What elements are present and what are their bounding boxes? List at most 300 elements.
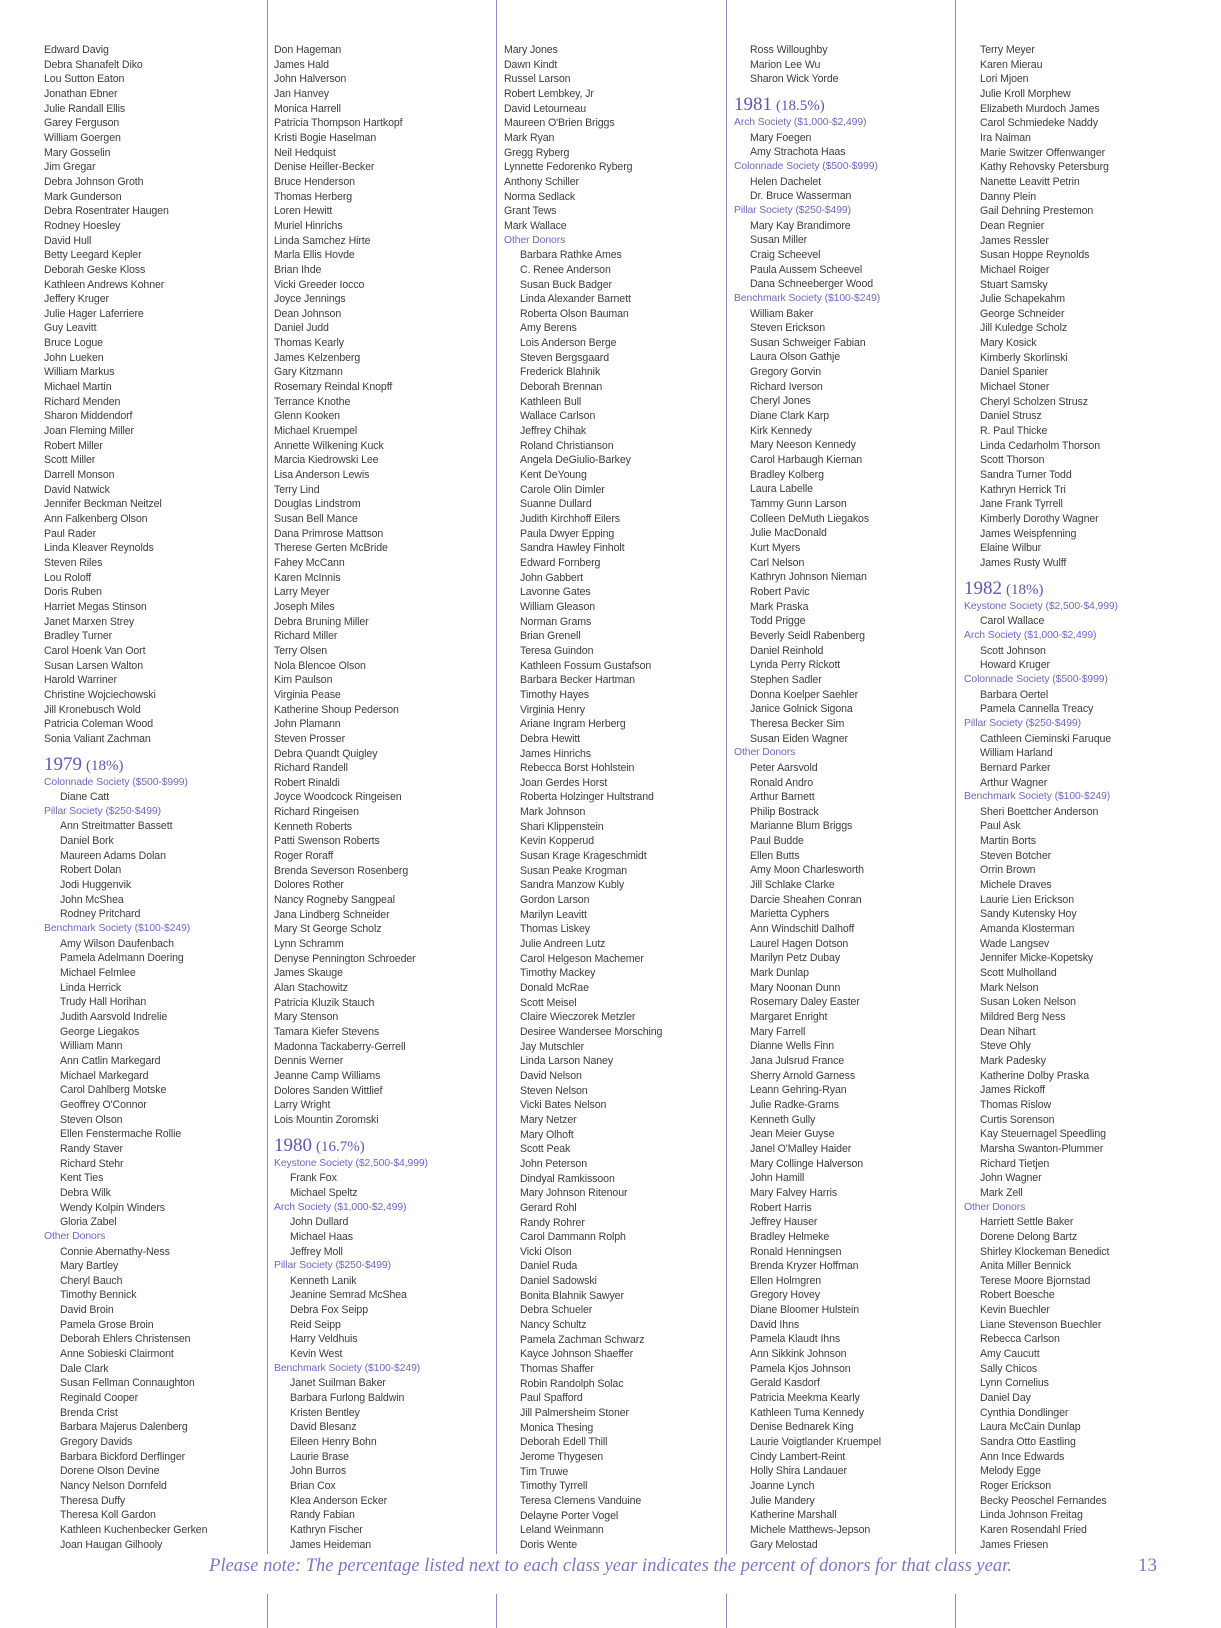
donor-name: Kimberly Skorlinski xyxy=(980,351,1068,364)
donor-name: Joyce Woodcock Ringeisen xyxy=(274,791,402,804)
donor-name: Darcie Sheahen Conran xyxy=(750,893,862,906)
donor-name: Suanne Dullard xyxy=(520,498,592,511)
donor-name: Susan Miller xyxy=(750,234,808,247)
donor-name: Lavonne Gates xyxy=(520,586,591,599)
donor-name: Susan Buck Badger xyxy=(520,278,612,291)
donor-name: Norman Grams xyxy=(520,615,592,628)
donor-name: Virginia Pease xyxy=(274,688,341,701)
donor-name: Nanette Leavitt Petrin xyxy=(980,175,1080,188)
donor-name: Lynnette Fedorenko Ryberg xyxy=(504,161,633,174)
donor-name: Kathryn Fischer xyxy=(290,1523,363,1536)
donor-name: Jill Schlake Clarke xyxy=(750,879,835,892)
donor-name: John Wagner xyxy=(980,1172,1042,1185)
donor-name: Liane Stevenson Buechler xyxy=(980,1318,1102,1331)
donor-name: Judith Aarsvold Indrelie xyxy=(60,1011,168,1023)
donor-name: Richard Stehr xyxy=(60,1157,124,1170)
donor-name: John Halverson xyxy=(274,73,347,86)
donor-name: Garey Ferguson xyxy=(44,117,120,130)
donor-name: Theresa Becker Sim xyxy=(750,717,845,730)
donor-percentage: (16.7%) xyxy=(316,1138,365,1155)
donor-name: Monica Harrell xyxy=(274,102,341,115)
donor-name: Scott Thorson xyxy=(980,454,1045,467)
donor-name: Bradley Turner xyxy=(44,630,113,643)
donor-name: Julie Andreen Lutz xyxy=(520,938,606,951)
donor-name: Martin Borts xyxy=(980,835,1036,848)
donor-name: Katherine Marshall xyxy=(750,1509,837,1522)
donor-name: James Skauge xyxy=(274,967,343,980)
donor-name: Daniel Day xyxy=(980,1392,1031,1405)
donor-name: Donald McRae xyxy=(520,982,589,994)
donor-name: Nancy Schultz xyxy=(520,1319,587,1332)
donor-name: James Friesen xyxy=(980,1538,1049,1551)
donor-name: Bonita Blahnik Sawyer xyxy=(520,1289,624,1302)
donor-name: Scott Johnson xyxy=(980,644,1046,657)
donor-name: Daniel Bork xyxy=(60,835,114,848)
donor-name: Debra Bruning Miller xyxy=(274,615,369,628)
donor-name: Steven Riles xyxy=(44,556,103,569)
donor-name: Helen Dachelet xyxy=(750,175,822,188)
donor-name: Linda Alexander Barnett xyxy=(520,293,631,306)
donor-name: Michael Markegard xyxy=(60,1069,149,1082)
donor-name: Lori Mjoen xyxy=(980,73,1029,86)
giving-society-heading: Pillar Society ($250-$499) xyxy=(734,204,851,216)
donor-name: Teresa Clemens Vanduine xyxy=(520,1494,642,1507)
donor-name: Susan Larsen Walton xyxy=(44,659,143,672)
donor-name: Brian Grenell xyxy=(520,630,581,643)
donor-name: Roger Erickson xyxy=(980,1480,1052,1492)
giving-society-heading: Arch Society ($1,000-$2,499) xyxy=(964,629,1097,641)
donor-name: Gary Melostad xyxy=(750,1538,818,1551)
giving-society-heading: Keystone Society ($2,500-$4,999) xyxy=(964,600,1118,612)
donor-name: Janice Golnick Sigona xyxy=(750,703,853,716)
donor-name: Loren Hewitt xyxy=(274,205,333,218)
donor-name: Michael Haas xyxy=(290,1230,353,1243)
donor-name: Mary Farrell xyxy=(750,1025,806,1038)
donor-name: Kathleen Kuchenbecker Gerken xyxy=(60,1523,208,1536)
donor-name: Reginald Cooper xyxy=(60,1392,139,1405)
donor-name: Carol Dahlberg Motske xyxy=(60,1084,167,1097)
donor-name: Gregory Hovey xyxy=(750,1289,820,1302)
column-divider xyxy=(267,0,268,1554)
donor-name: John Burros xyxy=(290,1465,347,1478)
donor-name: William Baker xyxy=(750,307,814,320)
donor-name: Harriett Settle Baker xyxy=(980,1216,1074,1229)
donor-name: David Broin xyxy=(60,1304,114,1317)
donor-name: Janel O'Malley Haider xyxy=(750,1142,852,1155)
donor-name: Linda Larson Naney xyxy=(520,1055,614,1068)
class-year: 1979 xyxy=(44,753,82,775)
donor-name: Amy Wilson Daufenbach xyxy=(60,937,174,950)
donor-name: Brenda Crist xyxy=(60,1406,118,1419)
donor-name: Susan Schweiger Fabian xyxy=(750,336,866,349)
donor-name: Mark Wallace xyxy=(504,219,567,232)
donor-name: Howard Kruger xyxy=(980,659,1050,672)
donor-name: Douglas Lindstrom xyxy=(274,498,361,511)
donor-name: Marilyn Leavitt xyxy=(520,908,587,921)
giving-society-heading: Keystone Society ($2,500-$4,999) xyxy=(274,1157,428,1169)
donor-name: Terese Moore Bjornstad xyxy=(980,1274,1091,1287)
donor-name: Eileen Henry Bohn xyxy=(290,1436,377,1449)
donor-name: Richard Iverson xyxy=(750,380,823,393)
giving-society-heading: Benchmark Society ($100-$249) xyxy=(274,1362,421,1374)
donor-name: Roberta Holzinger Hultstrand xyxy=(520,791,654,804)
donor-name: Philip Bostrack xyxy=(750,805,819,818)
donor-name: Mary Netzer xyxy=(520,1113,577,1126)
donor-name: Deborah Brennan xyxy=(520,381,603,394)
donor-name: Nola Blencoe Olson xyxy=(274,659,366,672)
donor-name: Gregg Ryberg xyxy=(504,146,570,159)
donor-name: Tamara Kiefer Stevens xyxy=(274,1025,380,1038)
page-number: 13 xyxy=(1138,1555,1157,1576)
donor-name: John Lueken xyxy=(44,351,104,364)
donor-name: Dolores Rother xyxy=(274,879,344,892)
donor-name: Gregory Davids xyxy=(60,1436,133,1449)
donor-name: Brian Ihde xyxy=(274,263,322,276)
donor-name: Debra Wilk xyxy=(60,1186,111,1199)
donor-name: Mark Johnson xyxy=(520,806,586,819)
donor-name: Pamela Kjos Johnson xyxy=(750,1362,851,1375)
donor-name: Robert Boesche xyxy=(980,1289,1055,1302)
donor-name: Dorene Olson Devine xyxy=(60,1465,160,1478)
donor-name: Theresa Duffy xyxy=(60,1494,126,1507)
donor-name: Sandy Kutensky Hoy xyxy=(980,908,1077,921)
donor-name: Kristi Bogie Haselman xyxy=(274,131,377,144)
donor-name: Dean Regnier xyxy=(980,219,1045,232)
donor-name: Patricia Meekma Kearly xyxy=(750,1392,860,1405)
donor-name: Mary Neeson Kennedy xyxy=(750,439,856,452)
donor-name: William Goergen xyxy=(44,131,121,144)
donor-name: Joan Gerdes Horst xyxy=(520,776,608,789)
donor-name: Steven Nelson xyxy=(520,1084,588,1097)
giving-society-heading: Benchmark Society ($100-$249) xyxy=(44,923,191,935)
donor-name: Deborah Geske Kloss xyxy=(44,263,146,276)
donor-name: Jean Meier Guyse xyxy=(750,1128,835,1141)
donor-name: Kathleen Fossum Gustafson xyxy=(520,659,652,672)
donor-name: Mark Zell xyxy=(980,1186,1023,1199)
donor-name: Patti Swenson Roberts xyxy=(274,835,380,848)
donor-name: Cathleen Cieminski Faruque xyxy=(980,732,1112,745)
donor-name: Marietta Cyphers xyxy=(750,908,830,921)
donor-name: Pamela Grose Broin xyxy=(60,1318,154,1331)
donor-name: Sharon Middendorf xyxy=(44,410,133,423)
donor-name: Kathleen Andrews Kohner xyxy=(44,278,165,291)
donor-name: Muriel Hinrichs xyxy=(274,219,343,232)
donor-name: Stuart Samsky xyxy=(980,278,1048,291)
donor-name: Norma Sedlack xyxy=(504,190,576,203)
donor-name: Gerard Rohl xyxy=(520,1201,577,1214)
donor-name: Joan Fleming Miller xyxy=(44,425,134,438)
donor-name: Robert Miller xyxy=(44,439,103,452)
donor-name: Jonathan Ebner xyxy=(44,87,118,100)
donor-name: Jennifer Micke-Kopetsky xyxy=(980,952,1094,965)
donor-name: Peter Aarsvold xyxy=(750,761,818,774)
donor-name: Patricia Kluzik Stauch xyxy=(274,996,375,1009)
donor-name: Michael Martin xyxy=(44,381,112,394)
donor-name: Arthur Wagner xyxy=(980,776,1048,789)
donor-name: Pamela Klaudt Ihns xyxy=(750,1333,841,1346)
donor-name: Sheri Boettcher Anderson xyxy=(980,805,1099,818)
donor-name: Melody Egge xyxy=(980,1465,1041,1478)
donor-name: Delayne Porter Vogel xyxy=(520,1509,619,1522)
footer-note: Please note: The percentage listed next to each class year indicates the percent of donors for that class year. xyxy=(209,1556,1012,1576)
donor-name: Dana Schneeberger Wood xyxy=(750,278,874,291)
donor-percentage: (18%) xyxy=(1006,581,1044,598)
donor-name: Maureen O'Brien Briggs xyxy=(504,117,615,130)
donor-name: Jay Mutschler xyxy=(520,1040,585,1053)
donor-name: Don Hageman xyxy=(274,44,342,56)
column-divider xyxy=(726,1594,727,1628)
donor-name: Leland Weinmann xyxy=(520,1524,604,1537)
donor-name: Kathleen Tuma Kennedy xyxy=(750,1406,864,1419)
donor-column-3 xyxy=(504,43,719,1553)
donor-name: Sandra Otto Eastling xyxy=(980,1436,1076,1449)
donor-percentage: (18.5%) xyxy=(776,97,825,114)
donor-name: Larry Wright xyxy=(274,1099,331,1112)
column-divider xyxy=(955,0,956,1554)
donor-name: Jeffrey Hauser xyxy=(750,1216,818,1229)
donor-name: Denise Heiller-Becker xyxy=(274,161,375,174)
donor-name: Sandra Turner Todd xyxy=(980,469,1072,482)
donor-name: Cheryl Bauch xyxy=(60,1274,123,1287)
donor-name: Richard Tietjen xyxy=(980,1157,1050,1170)
donor-name: Richard Randell xyxy=(274,762,348,775)
donor-name: Ann Streitmatter Bassett xyxy=(60,820,173,833)
donor-name: Kevin Kopperud xyxy=(520,835,594,848)
donor-name: Debra Quandt Quigley xyxy=(274,747,378,760)
donor-name: Rodney Pritchard xyxy=(60,908,141,921)
donor-name: Robert Dolan xyxy=(60,864,122,877)
donor-name: John Dullard xyxy=(290,1216,349,1229)
donor-name: David Letourneau xyxy=(504,102,587,115)
donor-name: Scott Miller xyxy=(44,454,96,467)
column-divider xyxy=(726,0,727,1554)
donor-name: Laurie Lien Erickson xyxy=(980,893,1074,906)
donor-name: Mary Johnson Ritenour xyxy=(520,1187,628,1200)
donor-name: Randy Staver xyxy=(60,1142,123,1155)
donor-column-1 xyxy=(44,43,259,1552)
donor-name: Marie Switzer Offenwanger xyxy=(980,146,1106,159)
donor-name: Claire Wieczorek Metzler xyxy=(520,1011,636,1024)
donor-name: Ellen Holmgren xyxy=(750,1274,822,1287)
donor-name: Dale Clark xyxy=(60,1362,109,1375)
donor-name: Laura McCain Dunlap xyxy=(980,1421,1081,1434)
donor-name: Joanne Lynch xyxy=(750,1480,815,1492)
donor-name: David Hull xyxy=(44,234,92,247)
donor-name: Gloria Zabel xyxy=(60,1216,117,1229)
donor-name: Rodney Hoesley xyxy=(44,219,121,232)
class-year: 1980 xyxy=(274,1134,312,1156)
donor-name: Lynn Schramm xyxy=(274,938,344,951)
class-year: 1981 xyxy=(734,93,772,115)
donor-name: Colleen DeMuth Liegakos xyxy=(750,512,870,525)
donor-name: Dawn Kindt xyxy=(504,58,558,71)
donor-name: Jeanine Semrad McShea xyxy=(290,1289,407,1302)
donor-name: Brian Cox xyxy=(290,1480,336,1492)
donor-name: Karen Rosendahl Fried xyxy=(980,1523,1087,1536)
donor-name: Marcia Kiedrowski Lee xyxy=(274,454,379,467)
donor-name: Kevin West xyxy=(290,1348,343,1361)
donor-name: Susan Fellman Connaughton xyxy=(60,1377,195,1390)
donor-name: Pamela Cannella Treacy xyxy=(980,703,1094,716)
class-year-heading xyxy=(734,95,949,115)
class-year: 1982 xyxy=(964,577,1002,599)
donor-name: Robert Pavic xyxy=(750,585,810,598)
donor-name: Randy Rohrer xyxy=(520,1216,585,1229)
donor-name: Sherry Arnold Garness xyxy=(750,1069,856,1082)
donor-name: Denise Bednarek King xyxy=(750,1421,854,1434)
donor-name: Amy Caucutt xyxy=(980,1348,1040,1361)
donor-name: William Markus xyxy=(44,366,115,379)
donor-name: Jeanne Camp Williams xyxy=(274,1069,381,1082)
donor-name: Margaret Enright xyxy=(750,1011,828,1023)
donor-name: Jeffery Kruger xyxy=(44,293,109,306)
donor-name: Guy Leavitt xyxy=(44,322,97,335)
donor-name: Julie Mandery xyxy=(750,1494,815,1507)
donor-name: Gregory Gorvin xyxy=(750,366,822,379)
class-year-heading xyxy=(274,1136,489,1156)
donor-name: Wendy Kolpin Winders xyxy=(60,1201,165,1214)
column-divider xyxy=(496,0,497,1554)
donor-name: Cheryl Jones xyxy=(750,395,811,408)
donor-name: Kayce Johnson Shaeffer xyxy=(520,1348,634,1361)
donor-name: Julie Radke-Grams xyxy=(750,1098,839,1111)
donor-name: Jane Frank Tyrrell xyxy=(980,498,1063,511)
donor-name: Jim Gregar xyxy=(44,161,96,174)
donor-name: Daniel Spanier xyxy=(980,366,1049,379)
donor-name: David Natwick xyxy=(44,483,110,496)
donor-name: Mary Bartley xyxy=(60,1260,119,1273)
donor-name: Ellen Butts xyxy=(750,849,800,862)
donor-name: Patricia Coleman Wood xyxy=(44,718,153,731)
donor-name: Todd Prigge xyxy=(750,615,806,628)
giving-society-heading: Pillar Society ($250-$499) xyxy=(44,805,161,817)
donor-name: John Peterson xyxy=(520,1157,588,1170)
donor-name: Craig Scheevel xyxy=(750,248,821,261)
donor-name: Lynda Perry Rickott xyxy=(750,659,841,672)
donor-name: Thomas Shaffer xyxy=(520,1363,594,1376)
donor-column-5 xyxy=(964,43,1179,1552)
class-year-heading xyxy=(964,579,1179,599)
donor-name: Carol Dammann Rolph xyxy=(520,1231,626,1244)
donor-name: Robert Harris xyxy=(750,1201,812,1214)
donor-name: Mary Kosick xyxy=(980,337,1037,350)
donor-name: Teresa Guindon xyxy=(520,644,594,657)
donor-name: Debra Fox Seipp xyxy=(290,1304,368,1317)
donor-name: Vicki Olson xyxy=(520,1245,572,1258)
donor-name: Wallace Carlson xyxy=(520,410,596,423)
donor-name: Marsha Swanton-Plummer xyxy=(980,1142,1104,1155)
donor-name: Daniel Reinhold xyxy=(750,644,824,657)
donor-name: Rosemary Reindal Knopff xyxy=(274,381,393,394)
donor-name: Marla Ellis Hovde xyxy=(274,249,355,262)
donor-name: Dorene Delong Bartz xyxy=(980,1230,1078,1243)
donor-name: Alan Stachowitz xyxy=(274,982,348,994)
donor-name: Paula Dwyer Epping xyxy=(520,527,615,540)
donor-name: Sally Chicos xyxy=(980,1362,1038,1375)
donor-name: Susan Bell Mance xyxy=(274,513,358,525)
donor-name: Diane Bloomer Hulstein xyxy=(750,1304,860,1317)
donor-name: Tim Truwe xyxy=(520,1465,569,1478)
donor-name: Joseph Miles xyxy=(274,600,335,613)
donor-name: Ann Catlin Markegard xyxy=(60,1054,161,1067)
donor-name: Mary Jones xyxy=(504,44,558,56)
donor-name: Mary Gosselin xyxy=(44,146,111,159)
donor-name: Rebecca Carlson xyxy=(980,1333,1060,1346)
donor-name: Thomas Liskey xyxy=(520,923,590,936)
donor-name: C. Renee Anderson xyxy=(520,263,611,276)
donor-name: Elaine Wilbur xyxy=(980,542,1042,555)
donor-name: Scott Meisel xyxy=(520,996,577,1009)
donor-name: Thomas Rislow xyxy=(980,1098,1052,1111)
donor-name: Orrin Brown xyxy=(980,864,1036,877)
donor-name: Deborah Ehlers Christensen xyxy=(60,1333,191,1346)
donor-name: Marion Lee Wu xyxy=(750,58,821,71)
donor-name: Amanda Klosterman xyxy=(980,923,1075,936)
donor-name: Dana Primrose Mattson xyxy=(274,527,384,540)
donor-name: Julie Randall Ellis xyxy=(44,102,126,115)
donor-name: Judith Kirchhoff Eilers xyxy=(520,513,620,525)
donor-name: Therese Gerten McBride xyxy=(274,542,388,555)
donor-name: Mark Nelson xyxy=(980,981,1039,994)
donor-name: Larry Meyer xyxy=(274,586,330,599)
donor-name: Daniel Judd xyxy=(274,322,329,335)
donor-name: Anthony Schiller xyxy=(504,175,579,188)
donor-name: Ann Sikkink Johnson xyxy=(750,1348,847,1361)
donor-name: John Gabbert xyxy=(520,571,583,584)
donor-name: Steven Bergsgaard xyxy=(520,351,609,364)
donor-name: Jana Lindberg Schneider xyxy=(274,908,390,921)
donor-percentage: (18%) xyxy=(86,757,124,774)
donor-name: Steven Olson xyxy=(60,1113,123,1126)
donor-name: Carol Helgeson Machemer xyxy=(520,952,644,965)
donor-name: Wade Langsev xyxy=(980,937,1050,950)
donor-name: Paul Budde xyxy=(750,835,804,848)
donor-name: Nancy Nelson Dornfeld xyxy=(60,1480,167,1492)
donor-name: Barbara Bickford Derflinger xyxy=(60,1450,186,1463)
donor-name: Kent DeYoung xyxy=(520,469,587,482)
donor-name: Laurel Hagen Dotson xyxy=(750,937,849,950)
donor-name: Mark Ryan xyxy=(504,131,555,144)
donor-name: Trudy Hall Horihan xyxy=(60,996,147,1009)
donor-name: Mark Padesky xyxy=(980,1054,1046,1067)
donor-name: Harry Veldhuis xyxy=(290,1333,358,1346)
donor-name: Shirley Klockeman Benedict xyxy=(980,1245,1110,1258)
donor-name: Thomas Kearly xyxy=(274,337,344,350)
donor-name: Julie Schapekahm xyxy=(980,293,1065,306)
donor-name: Lois Mountin Zoromski xyxy=(274,1113,379,1126)
column-divider xyxy=(496,1594,497,1628)
donor-name: Kevin Buechler xyxy=(980,1304,1050,1317)
donor-name: Linda Kleaver Reynolds xyxy=(44,542,154,555)
donor-name: David Blesanz xyxy=(290,1421,357,1434)
donor-name: Katherine Dolby Praska xyxy=(980,1069,1090,1082)
donor-name: Daniel Ruda xyxy=(520,1260,578,1273)
donor-name: Mildred Berg Ness xyxy=(980,1011,1066,1023)
donor-name: Terrance Knothe xyxy=(274,395,351,408)
donor-name: Jennifer Beckman Neitzel xyxy=(44,498,162,511)
donor-name: Betty Leegard Kepler xyxy=(44,249,142,262)
donor-name: Susan Loken Nelson xyxy=(980,996,1076,1009)
donor-name: Sharon Wick Yorde xyxy=(750,73,839,86)
donor-name: Kenneth Lanik xyxy=(290,1274,357,1287)
donor-name: Karen Mierau xyxy=(980,58,1043,71)
donor-name: Debra Johnson Groth xyxy=(44,175,144,188)
donor-name: Kent Ties xyxy=(60,1172,104,1185)
donor-name: Robin Randolph Solac xyxy=(520,1377,624,1390)
donor-name: Linda Cedarholm Thorson xyxy=(980,439,1100,452)
donor-name: Amy Berens xyxy=(520,322,577,335)
donor-name: Carol Schmiedeke Naddy xyxy=(980,117,1098,130)
